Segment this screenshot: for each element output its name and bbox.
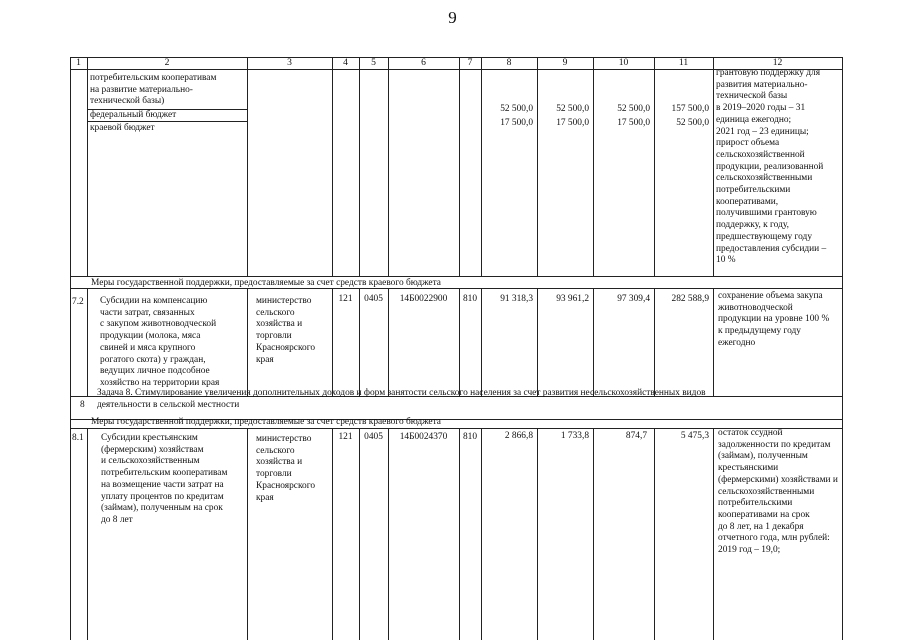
col-header: 7 xyxy=(467,57,473,68)
col-sep-2b xyxy=(247,288,248,396)
col-header: 1 xyxy=(76,57,81,68)
col-sep-11c xyxy=(713,428,714,640)
row81-executor: министерство сельского хозяйства и торговли Красноярского края xyxy=(256,434,316,503)
col-sep-1a xyxy=(87,57,88,276)
fed-budget-label: федеральный бюджет xyxy=(90,110,177,120)
task-text: Задача 8. Стимулирование увеличения дополнительных доходов и форм занятости сельского населения за счет развития несельскохозяйственных видов деятельности в сельской местности xyxy=(97,388,706,410)
fed-value: 157 500,0 xyxy=(671,104,709,114)
col-sep-11a xyxy=(713,57,714,276)
col-sep-10a xyxy=(654,57,655,276)
col-header: 11 xyxy=(678,57,689,68)
row81-csr: 14Б0024370 xyxy=(399,432,448,442)
reg-value: 52 500,0 xyxy=(676,118,709,128)
col-header: 6 xyxy=(421,57,426,68)
row81-rzpr: 0405 xyxy=(364,432,383,442)
measures1-top-line xyxy=(70,276,842,277)
row81-value-2019: 2 866,8 xyxy=(504,431,533,441)
row72-vr: 810 xyxy=(462,294,478,304)
col-sep-6c xyxy=(459,428,460,640)
col-sep-7c xyxy=(481,428,482,640)
row72-value-2019: 91 318,3 xyxy=(500,294,533,304)
col-sep-8a xyxy=(537,57,538,276)
right-border xyxy=(842,57,843,640)
reg-value: 17 500,0 xyxy=(500,118,533,128)
row72-rzpr: 0405 xyxy=(364,294,383,304)
col-sep-5a xyxy=(388,57,389,276)
fed-value: 52 500,0 xyxy=(556,104,589,114)
col-header: 3 xyxy=(287,57,292,68)
row81-grbs: 121 xyxy=(338,432,353,442)
reg-value: 17 500,0 xyxy=(556,118,589,128)
row81-value-2021: 874,7 xyxy=(625,431,647,441)
col-header: 8 xyxy=(506,57,512,68)
col-sep-4c xyxy=(359,428,360,640)
col-sep-3a xyxy=(332,57,333,276)
col-sep-8c xyxy=(537,428,538,640)
row-number: 8.1 xyxy=(72,433,84,443)
col-sep-9c xyxy=(593,428,594,640)
row81-value-2020: 1 733,8 xyxy=(560,431,589,441)
fed-value: 52 500,0 xyxy=(617,104,650,114)
cont-result: грантовую поддержку для развития материально- технической базы в 2019–2020 годы – 31 единица ежегодно; 2021 год – 23 единицы; прирост объема сельскохозяйственной продукции, реализованной сельскохозяйственными потребительскими кооперативами, получившими грантовую поддержку, к году, предшествующему году предоставления субсидии – 10 % xyxy=(716,68,827,266)
col-header: 9 xyxy=(562,57,568,68)
row72-description: Субсидии на компенсацию части затрат, связанных с закупом животноводческой продукции (молока, мяса свиней и мяса крупного рогатого скота) у граждан, ведущих личное подсобное хозяйство на территории края xyxy=(100,296,220,388)
col-header: 10 xyxy=(618,57,629,68)
row72-value-2020: 93 961,2 xyxy=(556,294,589,304)
row72-executor: министерство сельского хозяйства и торговли Красноярского края xyxy=(256,296,316,365)
row-number: 7.2 xyxy=(72,297,84,307)
col-sep-10c xyxy=(654,428,655,640)
row72-result: сохранение объема закупа животноводческой продукции на уровне 100 % к предыдущему году ежегодно xyxy=(718,291,830,348)
col-sep-2a xyxy=(247,57,248,276)
col-sep-5c xyxy=(388,428,389,640)
measures-header: Меры государственной поддержки, предоставляемые за счет средств краевого бюджета xyxy=(91,278,441,288)
fed-value: 52 500,0 xyxy=(500,104,533,114)
row72-csr: 14Б0022900 xyxy=(399,294,448,304)
col-sep-1b xyxy=(87,288,88,396)
col-header: 12 xyxy=(772,57,783,68)
col-sep-4a xyxy=(359,57,360,276)
col-sep-9a xyxy=(593,57,594,276)
col-header: 4 xyxy=(343,57,348,68)
cont-description: потребительским кооперативам на развитие материально- технической базы) xyxy=(90,73,217,107)
row81-total: 5 475,3 xyxy=(680,431,709,441)
reg-value: 17 500,0 xyxy=(617,118,650,128)
col-sep-1c xyxy=(87,428,88,640)
row72-value-2021: 97 309,4 xyxy=(617,294,650,304)
row81-description: Субсидии крестьянским (фермерским) хозяйствам и сельскохозяйственным потребительским кооперативам на возмещение части затрат на уплату процентов по кредитам (займам), полученным на срок до 8 лет xyxy=(101,433,228,525)
col-header: 5 xyxy=(371,57,376,68)
page-number: 9 xyxy=(448,8,457,27)
col-sep-2c xyxy=(247,428,248,640)
reg-budget-label: краевой бюджет xyxy=(90,123,155,133)
row72-total: 282 588,9 xyxy=(671,294,709,304)
task-number: 8 xyxy=(80,400,85,410)
measures-header: Меры государственной поддержки, предоставляемые за счет средств краевого бюджета xyxy=(91,417,441,427)
left-border xyxy=(70,57,71,640)
row81-vr: 810 xyxy=(462,432,478,442)
col-sep-6a xyxy=(459,57,460,276)
col-sep-7a xyxy=(481,57,482,276)
col-sep-3c xyxy=(332,428,333,640)
col-sep-11b xyxy=(713,288,714,396)
col-header: 2 xyxy=(164,57,170,68)
row81-result: остаток ссудной задолженности по кредитам (займам), полученным крестьянскими (фермерскими) хозяйствами и сельскохозяйственными потребительскими кооперативами на срок до 8 лет, на 1 декабря отчетного года, млн рублей: 2019 год – 19,0; xyxy=(718,428,838,556)
row72-grbs: 121 xyxy=(338,294,353,304)
